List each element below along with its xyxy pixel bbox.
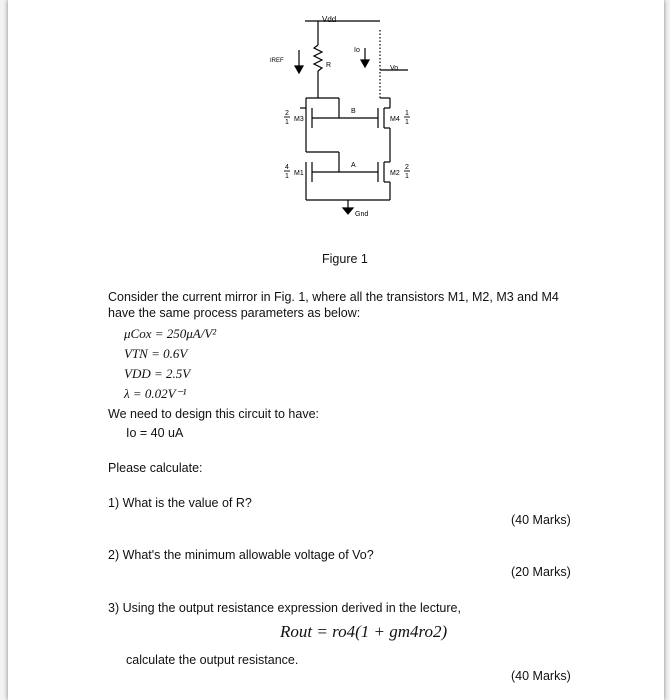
m2-ratio-den: 1 xyxy=(405,173,409,180)
iref-label: IREF xyxy=(270,58,284,64)
question-2-marks: (20 Marks) xyxy=(511,565,571,579)
question-3-marks: (40 Marks) xyxy=(511,669,571,683)
vdd-label: Vdd xyxy=(322,15,337,24)
m1-ratio-num: 4 xyxy=(285,164,289,171)
question-2: 2) What's the minimum allowable voltage of Vo? xyxy=(108,548,374,562)
calc-line: calculate the output resistance. xyxy=(126,653,299,667)
intro-line-2: have the same process parameters as below: xyxy=(108,306,361,320)
m4-ratio-den: 1 xyxy=(405,119,409,126)
gnd-label: Gnd xyxy=(355,211,369,218)
param-vdd: VDD = 2.5V xyxy=(124,366,191,381)
circuit-diagram xyxy=(248,8,438,228)
m3-ratio-num: 2 xyxy=(285,110,289,117)
r-label: R xyxy=(326,62,332,69)
design-line: We need to design this circuit to have: xyxy=(108,407,319,421)
intro-line-1: Consider the current mirror in Fig. 1, where all the transistors M1, M2, M3 and M4 xyxy=(108,290,559,304)
param-lambda: λ = 0.02V⁻¹ xyxy=(124,386,187,401)
please-calculate: Please calculate: xyxy=(108,461,203,475)
m3-label: M3 xyxy=(294,116,304,123)
param-vtn: VTN = 0.6V xyxy=(124,346,188,361)
question-1-marks: (40 Marks) xyxy=(511,513,571,527)
output-resistance-formula: Rout = ro4(1 + gm4ro2) xyxy=(280,622,448,641)
m2-ratio-num: 2 xyxy=(405,164,409,171)
m4-label: M4 xyxy=(390,116,400,123)
m1-ratio-den: 1 xyxy=(285,173,289,180)
design-spec: Io = 40 uA xyxy=(126,426,184,440)
io-label: Io xyxy=(354,47,360,54)
m1-label: M1 xyxy=(294,170,304,177)
document-page xyxy=(8,0,664,700)
node-b-label: B xyxy=(351,108,356,115)
m2-label: M2 xyxy=(390,170,400,177)
m4-ratio-num: 1 xyxy=(405,110,409,117)
param-mucox: μCox = 250μA/V² xyxy=(124,326,217,341)
node-a-label: A xyxy=(351,162,356,169)
figure-caption: Figure 1 xyxy=(322,252,368,266)
vo-label: Vo xyxy=(390,65,399,72)
question-1: 1) What is the value of R? xyxy=(108,496,252,510)
question-3: 3) Using the output resistance expression derived in the lecture, xyxy=(108,601,461,615)
m3-ratio-den: 1 xyxy=(285,119,289,126)
